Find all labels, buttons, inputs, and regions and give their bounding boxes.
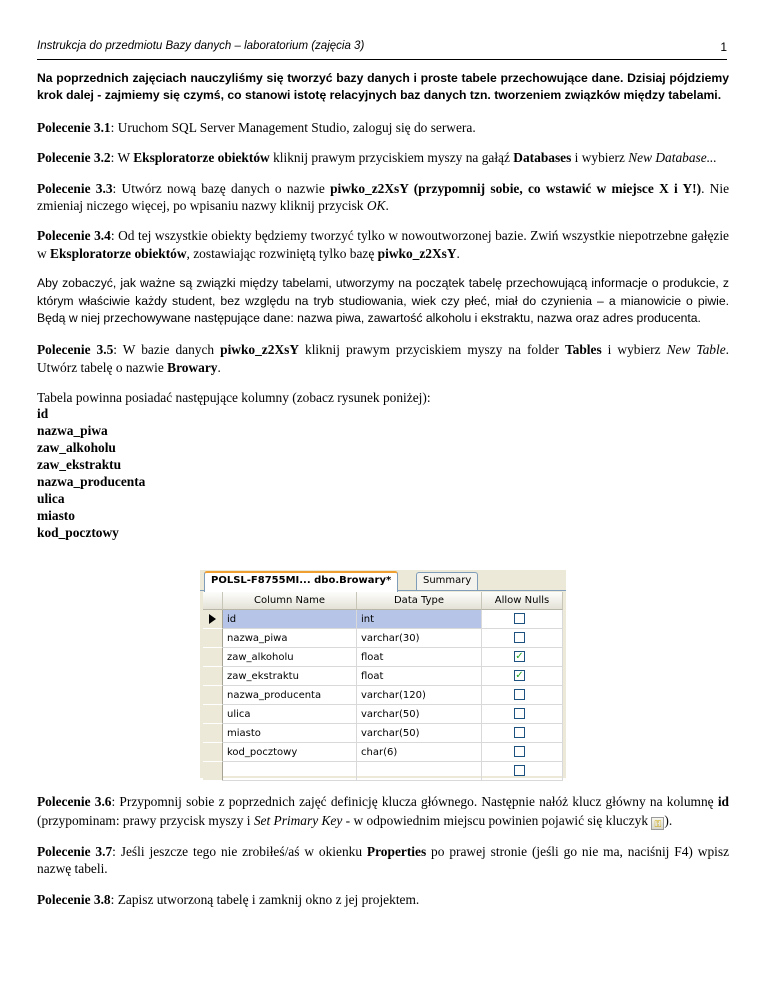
allow-nulls-checkbox[interactable]: ✓	[515, 670, 524, 681]
bold-term: Tables	[564, 342, 602, 358]
task-text: po prawej stronie (jeśli go nie ma, naciśnij F4) wpisz nazwę tabeli.	[37, 844, 730, 877]
task-text: : Zapisz utworzoną tabelę i zamknij okno z jej projektem.	[110, 891, 420, 907]
column-list	[37, 405, 729, 541]
column-name-cell[interactable]: id	[223, 610, 357, 629]
allow-nulls-cell	[482, 762, 563, 781]
intro-paragraph: Na poprzednich zajęciach nauczyliśmy się tworzyć bazy danych i proste tabele przechowujące dane. Dzisiaj pójdziemy krok dalej - zajmiemy się czymś, co stanowi istotę relacyjnych baz danych tzn. tworzeniem związków między tabelami.	[37, 71, 729, 103]
column-name-cell[interactable]: zaw_ekstraktu	[223, 667, 357, 686]
row-selector[interactable]	[203, 610, 223, 629]
designer-tab-strip	[200, 570, 566, 591]
column-list-item: kod_pocztowy	[37, 524, 119, 540]
data-type-cell[interactable]: float	[357, 648, 482, 667]
italic-term: New Table	[666, 342, 726, 358]
task-text: : W bazie danych	[113, 342, 221, 358]
row-selector[interactable]	[203, 762, 223, 781]
current-row-arrow-icon	[209, 614, 216, 624]
allow-nulls-cell	[482, 667, 563, 686]
data-type-cell[interactable]: char(6)	[357, 743, 482, 762]
allow-nulls-checkbox[interactable]	[514, 746, 525, 757]
task-text: .	[385, 198, 389, 214]
table-row[interactable]	[203, 667, 563, 686]
task-3-8	[37, 891, 729, 908]
task-text: : W	[110, 150, 134, 166]
column-name-cell[interactable]: nazwa_producenta	[223, 686, 357, 705]
task-text: (przypominam: prawy przycisk myszy i	[37, 813, 254, 828]
column-name-cell[interactable]: nazwa_piwa	[223, 629, 357, 648]
task-label: Polecenie 3.4	[37, 228, 111, 244]
row-selector[interactable]	[203, 629, 223, 648]
allow-nulls-cell	[482, 686, 563, 705]
row-selector[interactable]	[203, 743, 223, 762]
row-selector[interactable]	[203, 686, 223, 705]
table-row[interactable]	[203, 762, 563, 781]
tab-browary-design[interactable]: POLSL-F8755MI... dbo.Browary*	[204, 571, 398, 592]
allow-nulls-cell	[482, 629, 563, 648]
data-type-header: Data Type	[357, 592, 482, 610]
bold-term: piwko_z2XsY (przypomnij sobie, co wstawić w miejsce X i Y!)	[330, 180, 702, 196]
task-text: . Utwórz tabelę o nazwie	[37, 342, 730, 375]
allow-nulls-header: Allow Nulls	[482, 592, 563, 610]
bold-term: piwko_z2XsY	[220, 342, 299, 358]
allow-nulls-checkbox[interactable]	[514, 765, 525, 776]
column-list-item: zaw_alkoholu	[37, 439, 116, 455]
data-type-cell[interactable]: varchar(50)	[357, 724, 482, 743]
table-row[interactable]	[203, 686, 563, 705]
task-text: . Nie zmieniaj niczego więcej, po wpisaniu nazwy kliknij przycisk	[37, 180, 730, 214]
task-3-4	[37, 227, 729, 262]
column-list-item: zaw_ekstraktu	[37, 456, 122, 472]
table-designer-figure	[200, 570, 566, 778]
task-text: : Przypomnij sobie z poprzednich zajęć definicję klucza głównego. Następnie nałóż klucz główny na kolumnę	[111, 794, 718, 809]
task-3-3	[37, 180, 729, 215]
column-list-item: id	[37, 405, 49, 421]
row-selector-header	[203, 592, 223, 610]
allow-nulls-checkbox[interactable]	[514, 632, 525, 643]
task-text: : Uruchom SQL Server Management Studio, zaloguj się do serwera.	[110, 119, 476, 135]
task-text: kliknij prawym przyciskiem myszy na gałąź	[269, 150, 514, 166]
allow-nulls-checkbox[interactable]	[514, 613, 525, 624]
task-text: .	[217, 359, 221, 375]
bold-term: Databases	[513, 150, 572, 166]
allow-nulls-cell	[482, 648, 563, 667]
key-icon: ⚿	[651, 817, 664, 830]
data-type-cell[interactable]: varchar(30)	[357, 629, 482, 648]
data-type-cell[interactable]: varchar(120)	[357, 686, 482, 705]
task-label: Polecenie 3.7	[37, 844, 113, 859]
header-title: Instrukcja do przedmiotu Bazy danych – laboratorium (zajęcia 3)	[37, 40, 365, 52]
task-3-7	[37, 843, 729, 878]
row-selector[interactable]	[203, 648, 223, 667]
data-type-cell[interactable]: float	[357, 667, 482, 686]
bold-term: Browary	[167, 359, 218, 375]
task-text: kliknij prawym przyciskiem myszy na folder	[299, 342, 565, 358]
content-bottom	[37, 792, 729, 921]
allow-nulls-cell	[482, 610, 563, 629]
table-row[interactable]	[203, 610, 563, 629]
bold-term: Properties	[366, 844, 427, 859]
table-row[interactable]	[203, 629, 563, 648]
task-text: : Od tej wszystkie obiekty będziemy tworzyć tylko w nowoutworzonej bazie. Zwiń wszystkie niepotrzebne gałęzie w	[37, 228, 729, 261]
row-selector[interactable]	[203, 705, 223, 724]
page-number: 1	[720, 40, 727, 54]
table-row[interactable]	[203, 743, 563, 762]
row-selector[interactable]	[203, 724, 223, 743]
data-type-cell[interactable]: varchar(50)	[357, 705, 482, 724]
task-label: Polecenie 3.8	[37, 891, 111, 907]
task-text: i wybierz	[571, 150, 629, 166]
italic-term: New Database...	[628, 150, 717, 166]
allow-nulls-checkbox[interactable]	[514, 727, 525, 738]
task-text: .	[456, 245, 460, 261]
allow-nulls-cell	[482, 705, 563, 724]
column-list-item: miasto	[37, 507, 75, 523]
relations-paragraph: Aby zobaczyć, jak ważne są związki między tabelami, utworzymy na początek tabelę przechowującą informacje o produkcie, z którym właściwie każdy student, bez względu na tryb studiowania, wiek czy płeć, miał do czynienia – a mianowicie o piwie. Będą w niej przechowywane następujące dane: nazwa piwa, zawartość alkoholu i ekstraktu, nazwa oraz adres producenta.	[37, 276, 729, 326]
bold-term: Eksploratorze obiektów	[133, 150, 270, 166]
allow-nulls-checkbox[interactable]	[514, 708, 525, 719]
task-label: Polecenie 3.1	[37, 119, 111, 135]
column-name-cell[interactable]: miasto	[223, 724, 357, 743]
bold-term: Eksploratorze obiektów	[50, 245, 187, 261]
task-3-5	[37, 341, 729, 376]
header-divider	[37, 59, 727, 60]
data-type-cell[interactable]	[357, 762, 482, 781]
table-row[interactable]	[203, 648, 563, 667]
columns-intro: Tabela powinna posiadać następujące kolumny (zobacz rysunek poniżej):	[37, 390, 431, 406]
task-label: Polecenie 3.5	[37, 342, 114, 358]
allow-nulls-cell	[482, 724, 563, 743]
task-3-2	[37, 149, 729, 166]
italic-term: OK	[366, 198, 386, 214]
task-label: Polecenie 3.3	[37, 180, 113, 196]
task-text: : Jeśli jeszcze tego nie zrobiłeś/aś w okienku	[112, 844, 367, 859]
column-list-item: nazwa_piwa	[37, 422, 108, 438]
bold-term: id	[717, 794, 729, 809]
task-label: Polecenie 3.6	[37, 794, 112, 809]
task-text: i wybierz	[601, 342, 667, 358]
content-top	[37, 70, 729, 541]
task-3-1	[37, 119, 729, 136]
column-name-cell[interactable]: kod_pocztowy	[223, 743, 357, 762]
column-name-header: Column Name	[223, 592, 357, 610]
column-grid	[203, 592, 563, 776]
row-selector[interactable]	[203, 667, 223, 686]
column-list-item: nazwa_producenta	[37, 473, 146, 489]
task-text: - w odpowiednim miejscu powinien pojawić się kluczyk	[342, 813, 652, 828]
tab-summary[interactable]: Summary	[416, 572, 478, 590]
italic-term: Set Primary Key	[253, 813, 343, 828]
task-text: , zostawiając rozwiniętą tylko bazę	[186, 245, 378, 261]
page-header	[37, 40, 727, 58]
column-name-cell[interactable]: zaw_alkoholu	[223, 648, 357, 667]
bold-term: piwko_z2XsY	[377, 245, 457, 261]
task-label: Polecenie 3.2	[37, 150, 111, 166]
column-list-item: ulica	[37, 490, 65, 506]
allow-nulls-cell	[482, 743, 563, 762]
task-text: ).	[664, 813, 673, 828]
table-row[interactable]	[203, 724, 563, 743]
allow-nulls-checkbox[interactable]	[514, 689, 525, 700]
task-3-6	[37, 792, 729, 830]
task-text: : Utwórz nową bazę danych o nazwie	[112, 180, 331, 196]
column-name-cell[interactable]: ulica	[223, 705, 357, 724]
table-row[interactable]	[203, 705, 563, 724]
allow-nulls-checkbox[interactable]: ✓	[515, 651, 524, 662]
column-name-cell[interactable]	[223, 762, 357, 781]
data-type-cell[interactable]: int	[357, 610, 482, 629]
